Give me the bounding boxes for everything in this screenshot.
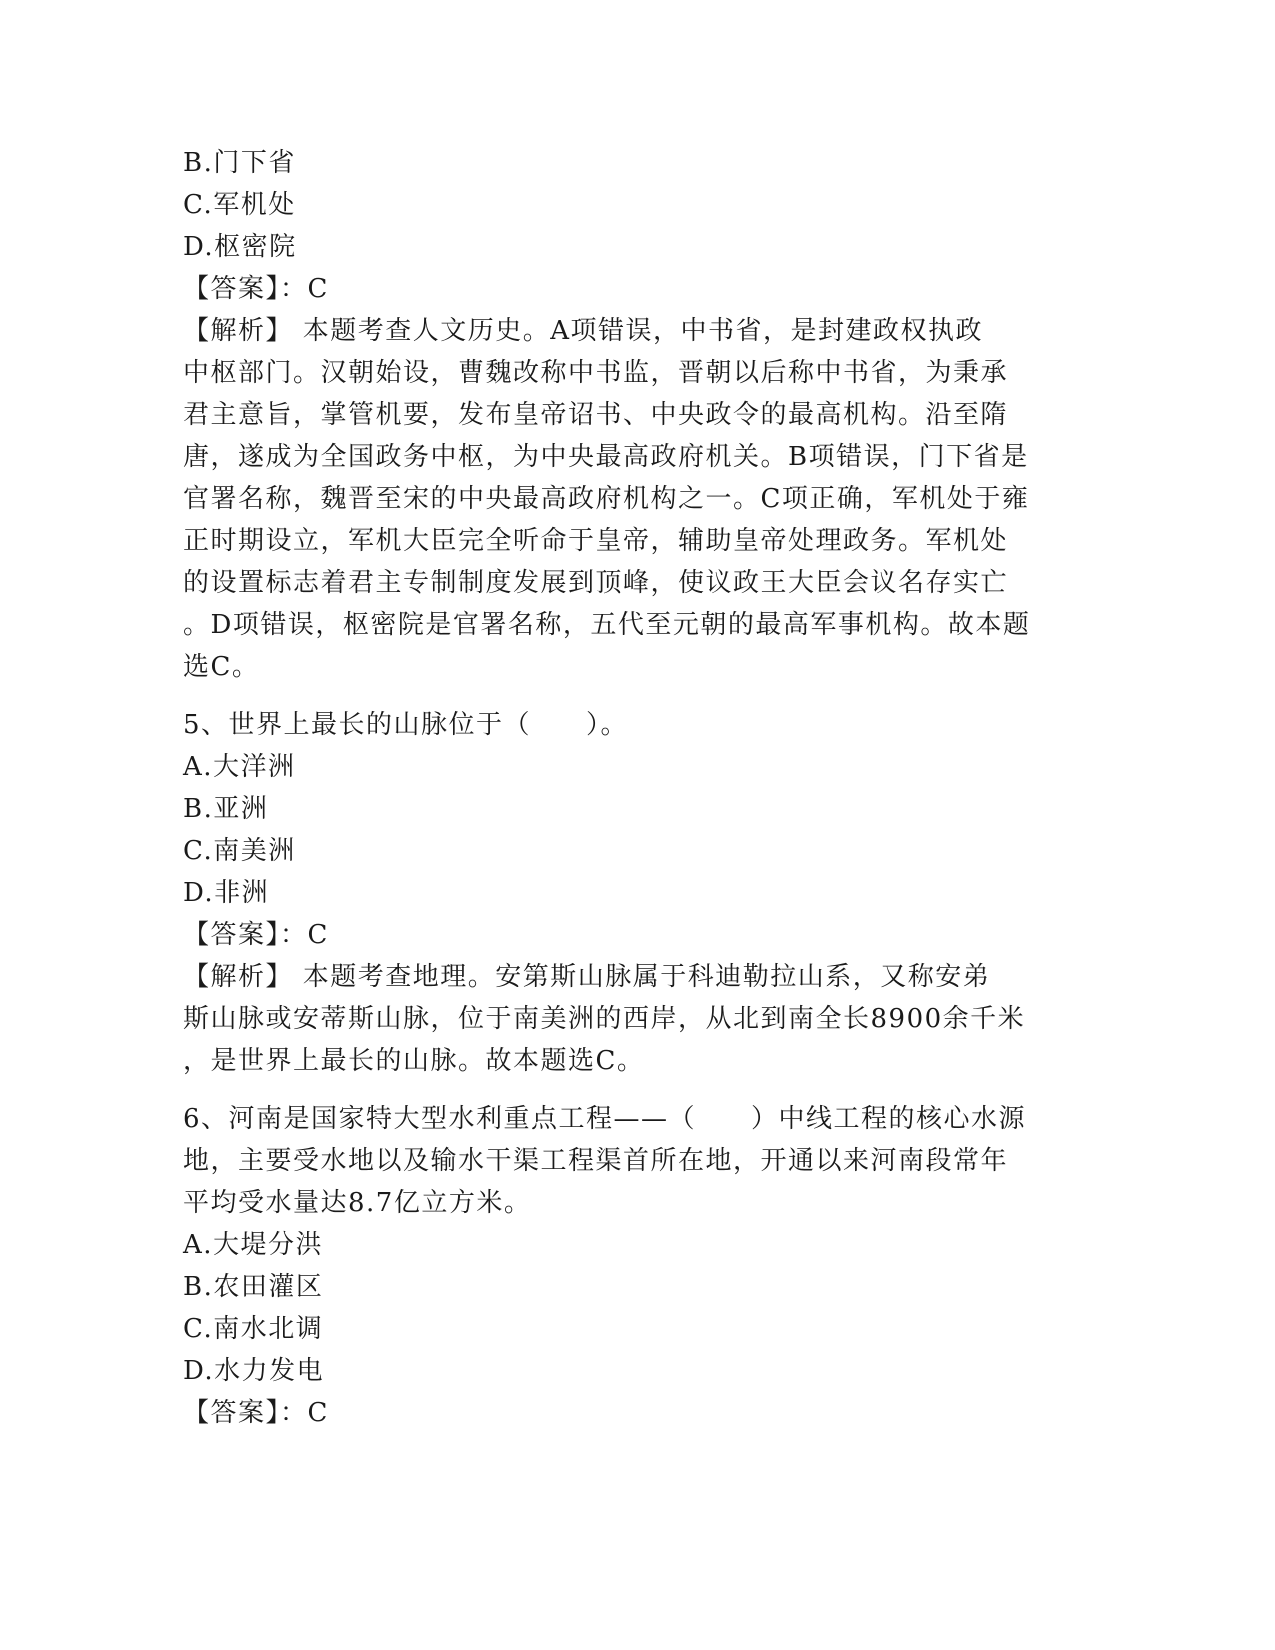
analysis-line: 官署名称，魏晋至宋的中央最高政府机构之一。C项正确，军机处于雍: [183, 484, 1030, 514]
answer: 【答案】：C: [183, 920, 329, 950]
spacer: [183, 1082, 1083, 1098]
option-a: A.大堤分洪: [183, 1230, 324, 1260]
option-c: C.南美洲: [183, 836, 296, 866]
option-b: B.农田灌区: [183, 1272, 324, 1302]
analysis-line: ，是世界上最长的山脉。故本题选C。: [183, 1046, 645, 1076]
analysis-line: 唐，遂成为全国政务中枢，为中央最高政府机关。B项错误，门下省是: [183, 442, 1029, 472]
question-text: 5、世界上最长的山脉位于（ ）。: [183, 710, 629, 740]
document-page: [183, 142, 1083, 1434]
question-text: 平均受水量达8.7亿立方米。: [183, 1188, 532, 1218]
analysis-line: 的设置标志着君主专制制度发展到顶峰，使议政王大臣会议名存实亡: [183, 568, 1009, 598]
option-b: B.亚洲: [183, 794, 269, 824]
option-a: A.大洋洲: [183, 752, 296, 782]
question-6: [183, 1098, 1083, 1434]
spacer: [183, 688, 1083, 704]
option-d: D.水力发电: [183, 1356, 325, 1386]
answer: 【答案】：C: [183, 274, 329, 304]
analysis-line: 君主意旨，掌管机要，发布皇帝诏书、中央政令的最高机构。沿至隋: [183, 400, 1009, 430]
analysis-line: 斯山脉或安蒂斯山脉，位于南美洲的西岸，从北到南全长8900余千米: [183, 1004, 1026, 1034]
analysis-line: 。D项错误，枢密院是官署名称，五代至元朝的最高军事机构。故本题: [183, 610, 1031, 640]
option-d: D.枢密院: [183, 232, 297, 262]
question-text: 地，主要受水地以及输水干渠工程渠首所在地，开通以来河南段常年: [183, 1146, 1009, 1176]
answer: 【答案】：C: [183, 1398, 329, 1428]
option-c: C.军机处: [183, 190, 296, 220]
question-text: 6、河南是国家特大型水利重点工程——（ ）中线工程的核心水源: [183, 1104, 1027, 1134]
analysis-line: 正时期设立，军机大臣完全听命于皇帝，辅助皇帝处理政务。军机处: [183, 526, 1009, 556]
analysis-line: 【解析】 本题考查人文历史。A项错误，中书省，是封建政权执政: [183, 316, 984, 346]
analysis-line: 【解析】 本题考查地理。安第斯山脉属于科迪勒拉山系，又称安弟: [183, 962, 991, 992]
question-5: [183, 704, 1083, 1082]
analysis-line: 中枢部门。汉朝始设，曹魏改称中书监，晋朝以后称中书省，为秉承: [183, 358, 1009, 388]
analysis-line: 选C。: [183, 652, 260, 682]
option-c: C.南水北调: [183, 1314, 324, 1344]
option-b: B.门下省: [183, 148, 296, 178]
option-d: D.非洲: [183, 878, 270, 908]
question-4-tail: [183, 142, 1083, 688]
